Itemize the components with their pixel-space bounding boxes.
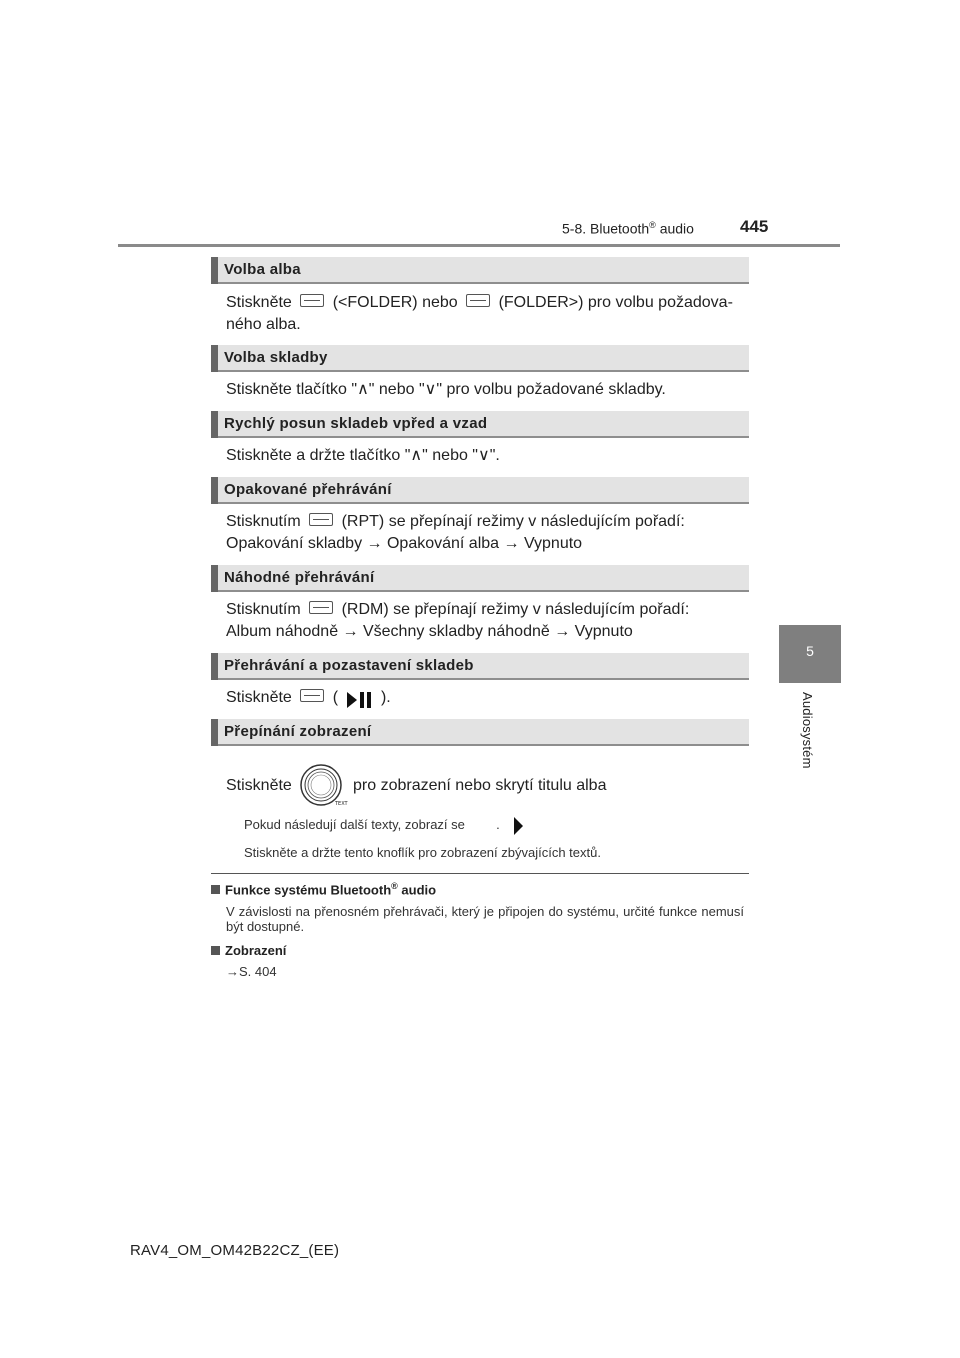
note-body-zobrazeni: →S. 404	[226, 964, 277, 979]
chapter-label: Audiosystém	[800, 692, 815, 769]
text-rychly-posun: Stiskněte a držte tlačítko "∧" nebo "∨".	[226, 447, 500, 464]
text-prepinani-after: pro zobrazení nebo skrytí titulu alba	[353, 777, 607, 794]
heading-prepinani: Přepínání zobrazení	[211, 719, 749, 746]
play-button-icon	[300, 689, 324, 702]
chapter-number: 5	[806, 643, 814, 659]
note-heading-bluetooth: Funkce systému Bluetooth® audio	[211, 881, 436, 897]
text-knob-icon	[299, 763, 348, 807]
page-number: 445	[740, 217, 769, 236]
section-header: 5-8. Bluetooth® audio	[562, 220, 694, 237]
square-bullet-icon	[211, 885, 220, 894]
note-body-bluetooth: V závislosti na přenosném přehrávači, který je připojen do systému, určité funkce nemusí být dostupné.	[226, 904, 744, 934]
text-volba-alba-1: Stiskněte (<FOLDER) nebo (FOLDER>) pro volbu požadova-	[226, 294, 733, 311]
text-volba-skladby: Stiskněte tlačítko "∧" nebo "∨" pro volbu požadované skladby.	[226, 381, 666, 398]
header-rule	[118, 244, 840, 247]
text-prehravani: Stiskněte ( ).	[226, 689, 391, 706]
heading-prehravani: Přehrávání a pozastavení skladeb	[211, 653, 749, 680]
heading-nahodne: Náhodné přehrávání	[211, 565, 749, 592]
text-opakovane-1: Stisknutím (RPT) se přepínají režimy v následujícím pořadí:	[226, 513, 685, 530]
rpt-button-icon	[309, 513, 333, 526]
text-prepinani: Stiskněte	[226, 777, 292, 794]
folder-prev-button-icon	[300, 294, 324, 307]
heading-opakovane: Opakované přehrávání	[211, 477, 749, 504]
text-volba-alba-2: ného alba.	[226, 316, 301, 333]
notes-separator	[211, 873, 749, 874]
note-heading-zobrazeni: Zobrazení	[211, 943, 286, 958]
heading-volba-skladby: Volba skladby	[211, 345, 749, 372]
arrow-right-icon	[512, 816, 524, 836]
rdm-button-icon	[309, 601, 333, 614]
small-text-2: Stiskněte a držte tento knoflík pro zobrazení zbývajících textů.	[244, 845, 601, 860]
folder-next-button-icon	[466, 294, 490, 307]
play-pause-icon	[345, 690, 375, 710]
knob-text-label: TEXT	[335, 801, 348, 807]
text-opakovane-2: Opakování skladby → Opakování alba → Vypnuto	[226, 535, 583, 552]
document-code: RAV4_OM_OM42B22CZ_(EE)	[130, 1242, 340, 1259]
text-nahodne-2: Album náhodně → Všechny skladby náhodně → Vypnuto	[226, 623, 633, 640]
heading-rychly-posun: Rychlý posun skladeb vpřed a vzad	[211, 411, 749, 438]
square-bullet-icon	[211, 946, 220, 955]
text-nahodne-1: Stisknutím (RDM) se přepínají režimy v následujícím pořadí:	[226, 601, 690, 618]
small-text-1: Pokud následují další texty, zobrazí se .	[244, 817, 500, 832]
heading-volba-alba: Volba alba	[211, 257, 749, 284]
chapter-tab	[779, 625, 841, 683]
